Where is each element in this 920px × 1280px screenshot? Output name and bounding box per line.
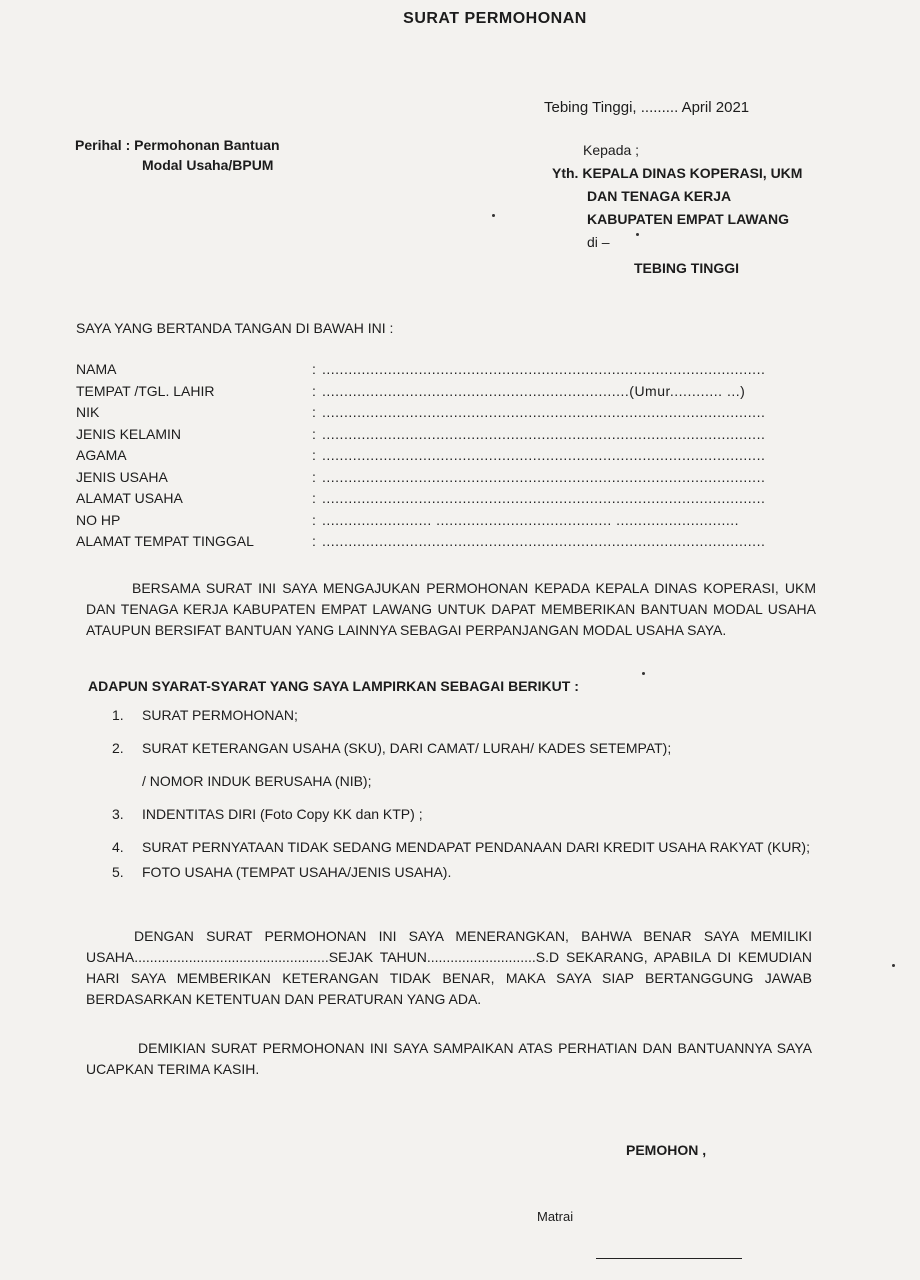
- list-number: 5.: [112, 864, 124, 880]
- field-label: NAMA: [76, 361, 117, 377]
- field-blank[interactable]: .....................................................................................................: [322, 425, 766, 442]
- recipient-line: DAN TENAGA KERJA: [587, 188, 732, 204]
- field-colon: :: [312, 511, 316, 528]
- field-label: JENIS USAHA: [76, 468, 168, 485]
- field-blank[interactable]: ......................... ........................................ ............................: [322, 511, 740, 528]
- list-text: FOTO USAHA (TEMPAT USAHA/JENIS USAHA).: [142, 864, 452, 880]
- field-row: [76, 445, 766, 467]
- field-blank[interactable]: .....................................................................................................: [322, 468, 766, 485]
- scan-speck: [642, 672, 645, 675]
- list-number: 3.: [112, 806, 124, 822]
- signature-line[interactable]: [596, 1258, 742, 1259]
- field-row: [76, 381, 746, 403]
- list-text: SURAT PERMOHONAN;: [142, 707, 298, 723]
- field-row: [76, 402, 766, 424]
- field-blank[interactable]: .....................................................................................................: [322, 404, 766, 420]
- field-colon: :: [312, 490, 316, 506]
- field-label: NIK: [76, 404, 100, 420]
- stamp-label: Matrai: [537, 1209, 574, 1224]
- page-title: SURAT PERMOHONAN: [403, 10, 587, 27]
- field-colon: :: [312, 382, 316, 399]
- recipient-line: TEBING TINGGI: [634, 260, 739, 276]
- recipient-line: Kepada ;: [583, 142, 640, 158]
- identity-fields: [76, 359, 766, 553]
- field-blank[interactable]: .....................................................................................................: [322, 361, 766, 377]
- list-item: [112, 771, 822, 792]
- list-item: [112, 837, 822, 858]
- field-label: NO HP: [76, 511, 121, 528]
- list-text: SURAT PERNYATAAN TIDAK SEDANG MENDAPAT PENDANAAN DARI KREDIT USAHA RAKYAT (KUR);: [142, 839, 810, 855]
- list-text: / NOMOR INDUK BERUSAHA (NIB);: [142, 773, 372, 789]
- field-colon: :: [312, 404, 316, 420]
- list-number: [112, 771, 142, 792]
- field-label: AGAMA: [76, 447, 127, 463]
- intro-text: SAYA YANG BERTANDA TANGAN DI BAWAH INI :: [76, 320, 394, 336]
- recipient-line: KABUPATEN EMPAT LAWANG: [587, 211, 789, 227]
- letter-date: Tebing Tinggi, ......... April 2021: [544, 99, 750, 116]
- scan-speck: [892, 964, 895, 967]
- field-blank[interactable]: .....................................................................................................: [322, 447, 766, 463]
- list-item: [112, 862, 822, 883]
- field-row: [76, 359, 766, 381]
- field-label: ALAMAT TEMPAT TINGGAL: [76, 533, 254, 549]
- recipient-line: di –: [587, 234, 610, 250]
- field-row: [76, 424, 766, 446]
- list-text: INDENTITAS DIRI (Foto Copy KK dan KTP) ;: [142, 806, 423, 822]
- perihal-line-1: Perihal : Permohonan Bantuan: [75, 137, 280, 153]
- applicant-label: PEMOHON ,: [626, 1142, 707, 1158]
- list-number: 1.: [112, 707, 124, 723]
- scan-speck: [636, 233, 639, 236]
- field-label: TEMPAT /TGL. LAHIR: [76, 382, 215, 399]
- list-item: [112, 705, 822, 726]
- field-label: ALAMAT USAHA: [76, 490, 183, 506]
- field-colon: :: [312, 533, 316, 549]
- perihal-block: [75, 135, 280, 175]
- perihal-line-2: Modal Usaha/BPUM: [142, 157, 274, 173]
- field-row: [76, 488, 766, 510]
- requirements-heading: ADAPUN SYARAT-SYARAT YANG SAYA LAMPIRKAN SEBAGAI BERIKUT :: [88, 678, 579, 694]
- field-blank[interactable]: .....................................................................................................: [322, 533, 766, 549]
- paragraph-closing: DEMIKIAN SURAT PERMOHONAN INI SAYA SAMPAIKAN ATAS PERHATIAN DAN BANTUANNYA SAYA UCAPKAN TERIMA KASIH.: [86, 1040, 812, 1077]
- field-colon: :: [312, 425, 316, 442]
- recipient-block: [552, 139, 802, 280]
- paragraph-request: BERSAMA SURAT INI SAYA MENGAJUKAN PERMOHONAN KEPADA KEPALA DINAS KOPERASI, UKM DAN TENAGA KERJA KABUPATEN EMPAT LAWANG UNTUK DAPAT MEMBERIKAN BANTUAN MODAL USAHA ATAUPUN BERSIFAT BANTUAN YANG LAINNYA SEBAGAI PERPANJANGAN MODAL USAHA SAYA.: [86, 580, 816, 638]
- field-blank[interactable]: .....................................................................................................: [322, 490, 766, 506]
- field-blank[interactable]: ......................................................................(Umur............ ...): [322, 382, 746, 399]
- list-number: 2.: [112, 740, 124, 756]
- field-row: [76, 510, 740, 532]
- field-colon: :: [312, 361, 316, 377]
- list-text: SURAT KETERANGAN USAHA (SKU), DARI CAMAT/ LURAH/ KADES SETEMPAT);: [142, 740, 672, 756]
- paragraph-declaration: DENGAN SURAT PERMOHONAN INI SAYA MENERANGKAN, BAHWA BENAR SAYA MEMILIKI USAHA..................................................SEJAK TAHUN............................S.D SEKARANG, APABILA DI KEMUDIAN HARI SAYA MEMBERIKAN KETERANGAN TIDAK BENAR, MAKA SAYA SIAP BERTANGGUNG JAWAB BERDASARKAN KETENTUAN DAN PERATURAN YANG ADA.: [86, 928, 812, 1007]
- field-colon: :: [312, 468, 316, 485]
- requirements-list: [112, 705, 822, 883]
- field-row: [76, 531, 766, 553]
- field-colon: :: [312, 447, 316, 463]
- list-number: 4.: [112, 839, 124, 855]
- field-row: [76, 467, 766, 489]
- scan-speck: [492, 214, 495, 217]
- list-item: [112, 738, 822, 759]
- list-item: [112, 804, 822, 825]
- recipient-line: Yth. KEPALA DINAS KOPERASI, UKM: [552, 165, 803, 181]
- field-label: JENIS KELAMIN: [76, 425, 182, 442]
